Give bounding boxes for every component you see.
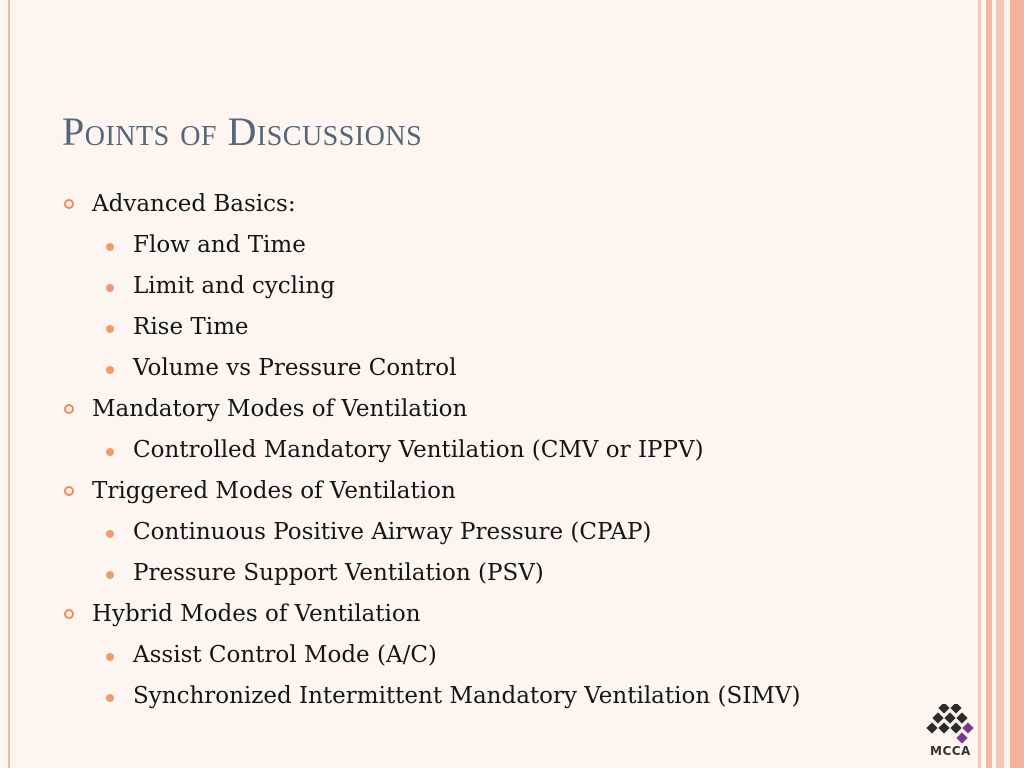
sub-item-label: Continuous Positive Airway Pressure (CPAP) — [133, 519, 652, 545]
dot-bullet-icon — [106, 284, 114, 292]
hollow-bullet-icon — [64, 199, 74, 209]
dot-bullet-icon — [106, 571, 114, 579]
dot-bullet-icon — [106, 366, 114, 374]
logo-text: MCCA — [930, 744, 971, 758]
section-item — [62, 389, 962, 430]
section-label: Mandatory Modes of Ventilation — [92, 396, 468, 422]
dot-bullet-icon — [106, 448, 114, 456]
sub-item — [62, 307, 962, 348]
hollow-bullet-icon — [64, 609, 74, 619]
sub-item-label: Rise Time — [133, 314, 249, 340]
section-label: Advanced Basics: — [92, 191, 296, 217]
hollow-bullet-icon — [64, 486, 74, 496]
section-item — [62, 594, 962, 635]
right-decorative-stripe — [1010, 0, 1024, 768]
hollow-bullet-icon — [64, 404, 74, 414]
left-border-line — [8, 0, 10, 768]
dot-bullet-icon — [106, 694, 114, 702]
sub-item — [62, 635, 962, 676]
sub-item — [62, 430, 962, 471]
sub-item-label: Pressure Support Ventilation (PSV) — [133, 560, 544, 586]
sub-item — [62, 553, 962, 594]
slide-title: Points of Discussions — [62, 109, 423, 154]
bullet-list — [62, 184, 962, 717]
section-label: Hybrid Modes of Ventilation — [92, 601, 421, 627]
sub-item-label: Controlled Mandatory Ventilation (CMV or IPPV) — [133, 437, 704, 463]
dot-bullet-icon — [106, 653, 114, 661]
dot-bullet-icon — [106, 530, 114, 538]
sub-item — [62, 225, 962, 266]
section-item — [62, 184, 962, 225]
sub-item-label: Synchronized Intermittent Mandatory Ventilation (SIMV) — [133, 683, 801, 709]
sub-item-label: Assist Control Mode (A/C) — [133, 642, 437, 668]
sub-item-label: Flow and Time — [133, 232, 306, 258]
sub-item — [62, 512, 962, 553]
section-item — [62, 471, 962, 512]
sub-item-label: Volume vs Pressure Control — [133, 355, 457, 381]
sub-item-label: Limit and cycling — [133, 273, 335, 299]
dot-bullet-icon — [106, 243, 114, 251]
sub-item — [62, 348, 962, 389]
section-label: Triggered Modes of Ventilation — [92, 478, 456, 504]
sub-item — [62, 266, 962, 307]
dot-bullet-icon — [106, 325, 114, 333]
sub-item — [62, 676, 962, 717]
right-decorative-stripe — [978, 0, 981, 768]
right-decorative-stripe — [986, 0, 992, 768]
right-decorative-stripe — [996, 0, 1004, 768]
